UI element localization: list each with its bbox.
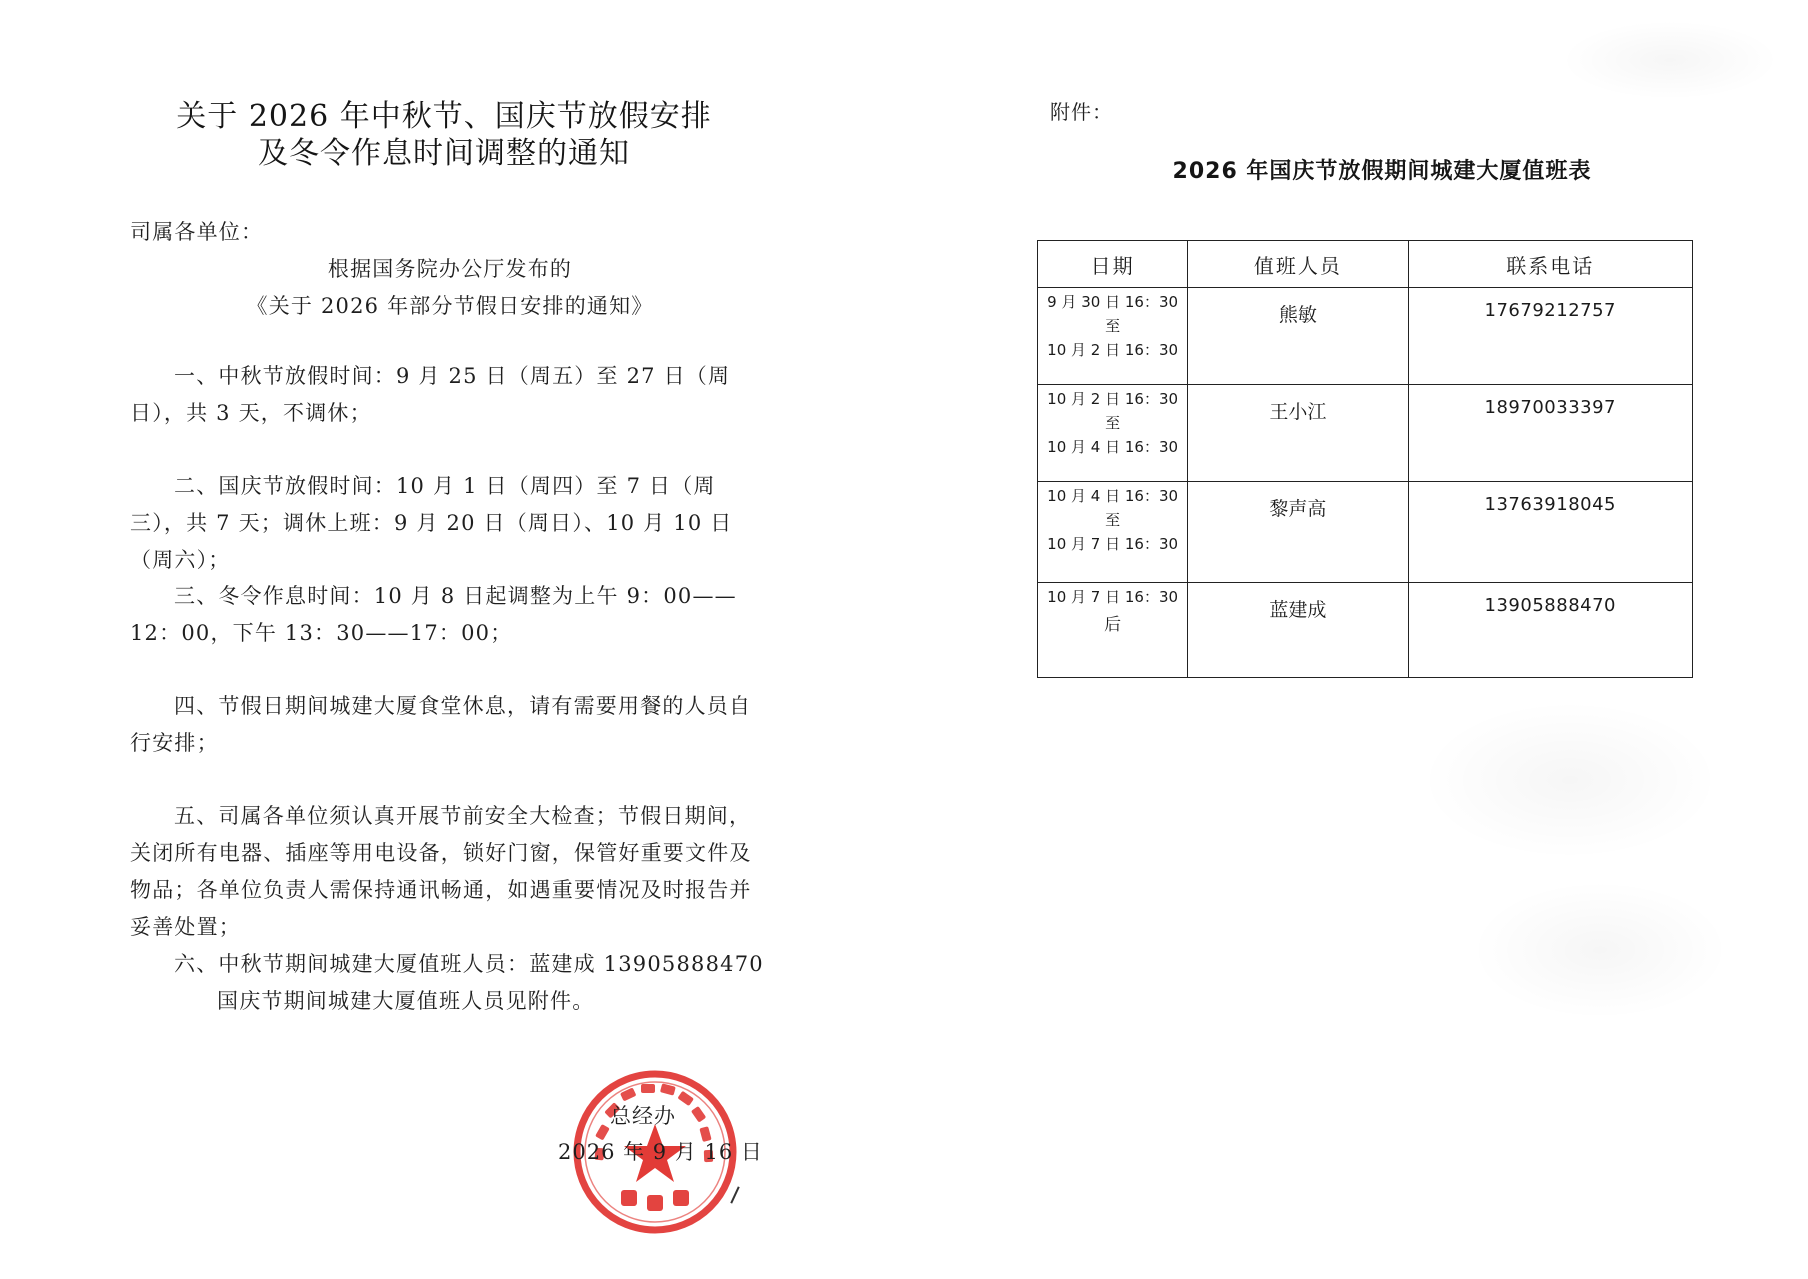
notice-title-line1: 关于 2026 年中秋节、国庆节放假安排 xyxy=(176,99,712,134)
date-to: 10 月 4 日 16：30 xyxy=(1047,438,1179,456)
duty-staff-name: 蓝建成 xyxy=(1188,583,1408,678)
duty-phone: 13905888470 xyxy=(1408,583,1692,678)
scan-smudge xyxy=(1420,700,1720,860)
header-staff: 值班人员 xyxy=(1188,241,1408,288)
table-row xyxy=(1038,482,1693,583)
table-row xyxy=(1038,288,1693,385)
header-date: 日期 xyxy=(1038,241,1188,288)
item-5: 五、司属各单位须认真开展节前安全大检查；节假日期间，关闭所有电器、插座等用电设备，锁好门窗，保管好重要文件及物品；各单位负责人需保持通讯畅通，如遇重要情况及时报告并妥善处置； xyxy=(130,804,752,939)
table-row xyxy=(1038,583,1693,678)
item-2: 二、国庆节放假时间：10 月 1 日（周四）至 7 日（周三），共 7 天；调休上班：9 月 20 日（周日）、10 月 10 日（周六）； xyxy=(130,474,733,572)
duty-date xyxy=(1038,385,1188,482)
duty-date xyxy=(1038,482,1188,583)
item-3: 三、冬令作息时间：10 月 8 日起调整为上午 9：00——12：00，下午 13：30——17：00； xyxy=(130,584,737,645)
item-4: 四、节假日期间城建大厦食堂休息，请有需要用餐的人员自行安排； xyxy=(130,694,752,755)
date-from: 10 月 2 日 16：30 xyxy=(1047,390,1179,408)
notice-title-line2: 及冬令作息时间调整的通知 xyxy=(258,136,630,171)
duty-phone: 17679212757 xyxy=(1408,288,1692,385)
signature-office: 总经办 xyxy=(610,1104,676,1128)
scan-smudge xyxy=(1470,880,1730,1020)
date-to: 10 月 7 日 16：30 xyxy=(1047,535,1179,553)
duty-date xyxy=(1038,583,1188,678)
date-from: 10 月 4 日 16：30 xyxy=(1047,487,1179,505)
date-from: 10 月 7 日 16：30 xyxy=(1047,588,1179,606)
duty-phone: 13763918045 xyxy=(1408,482,1692,583)
table-header-row xyxy=(1038,241,1693,288)
date-to: 10 月 2 日 16：30 xyxy=(1047,341,1179,359)
duty-roster-table xyxy=(1037,240,1693,678)
recipient: 司属各单位： xyxy=(130,220,264,244)
duty-date xyxy=(1038,288,1188,385)
date-from: 9 月 30 日 16：30 xyxy=(1047,293,1179,311)
scan-smudge xyxy=(1560,20,1780,100)
signature-date: 2026 年 9 月 16 日 xyxy=(558,1140,763,1164)
date-mid: 至 xyxy=(1105,511,1121,529)
duty-phone: 18970033397 xyxy=(1408,385,1692,482)
header-phone: 联系电话 xyxy=(1408,241,1692,288)
duty-staff-name: 熊敏 xyxy=(1188,288,1408,385)
duty-staff-name: 黎声高 xyxy=(1188,482,1408,583)
date-mid: 至 xyxy=(1105,317,1121,335)
date-mid: 后 xyxy=(1104,615,1122,635)
item-6-line2: 国庆节期间城建大厦值班人员见附件。 xyxy=(217,989,595,1013)
date-mid: 至 xyxy=(1105,414,1121,432)
table-row xyxy=(1038,385,1693,482)
basis-line1: 根据国务院办公厅发布的 xyxy=(327,257,573,281)
annex-title: 2026 年国庆节放假期间城建大厦值班表 xyxy=(1172,159,1592,184)
duty-staff-name: 王小江 xyxy=(1188,385,1408,482)
item-1: 一、中秋节放假时间：9 月 25 日（周五）至 27 日（周日），共 3 天，不调休； xyxy=(130,364,731,425)
annex-label: 附件： xyxy=(1050,100,1113,124)
item-6-line1: 六、中秋节期间城建大厦值班人员：蓝建成 13905888470 xyxy=(174,952,764,976)
basis-line2: 《关于 2026 年部分节假日安排的通知》 xyxy=(246,294,654,318)
